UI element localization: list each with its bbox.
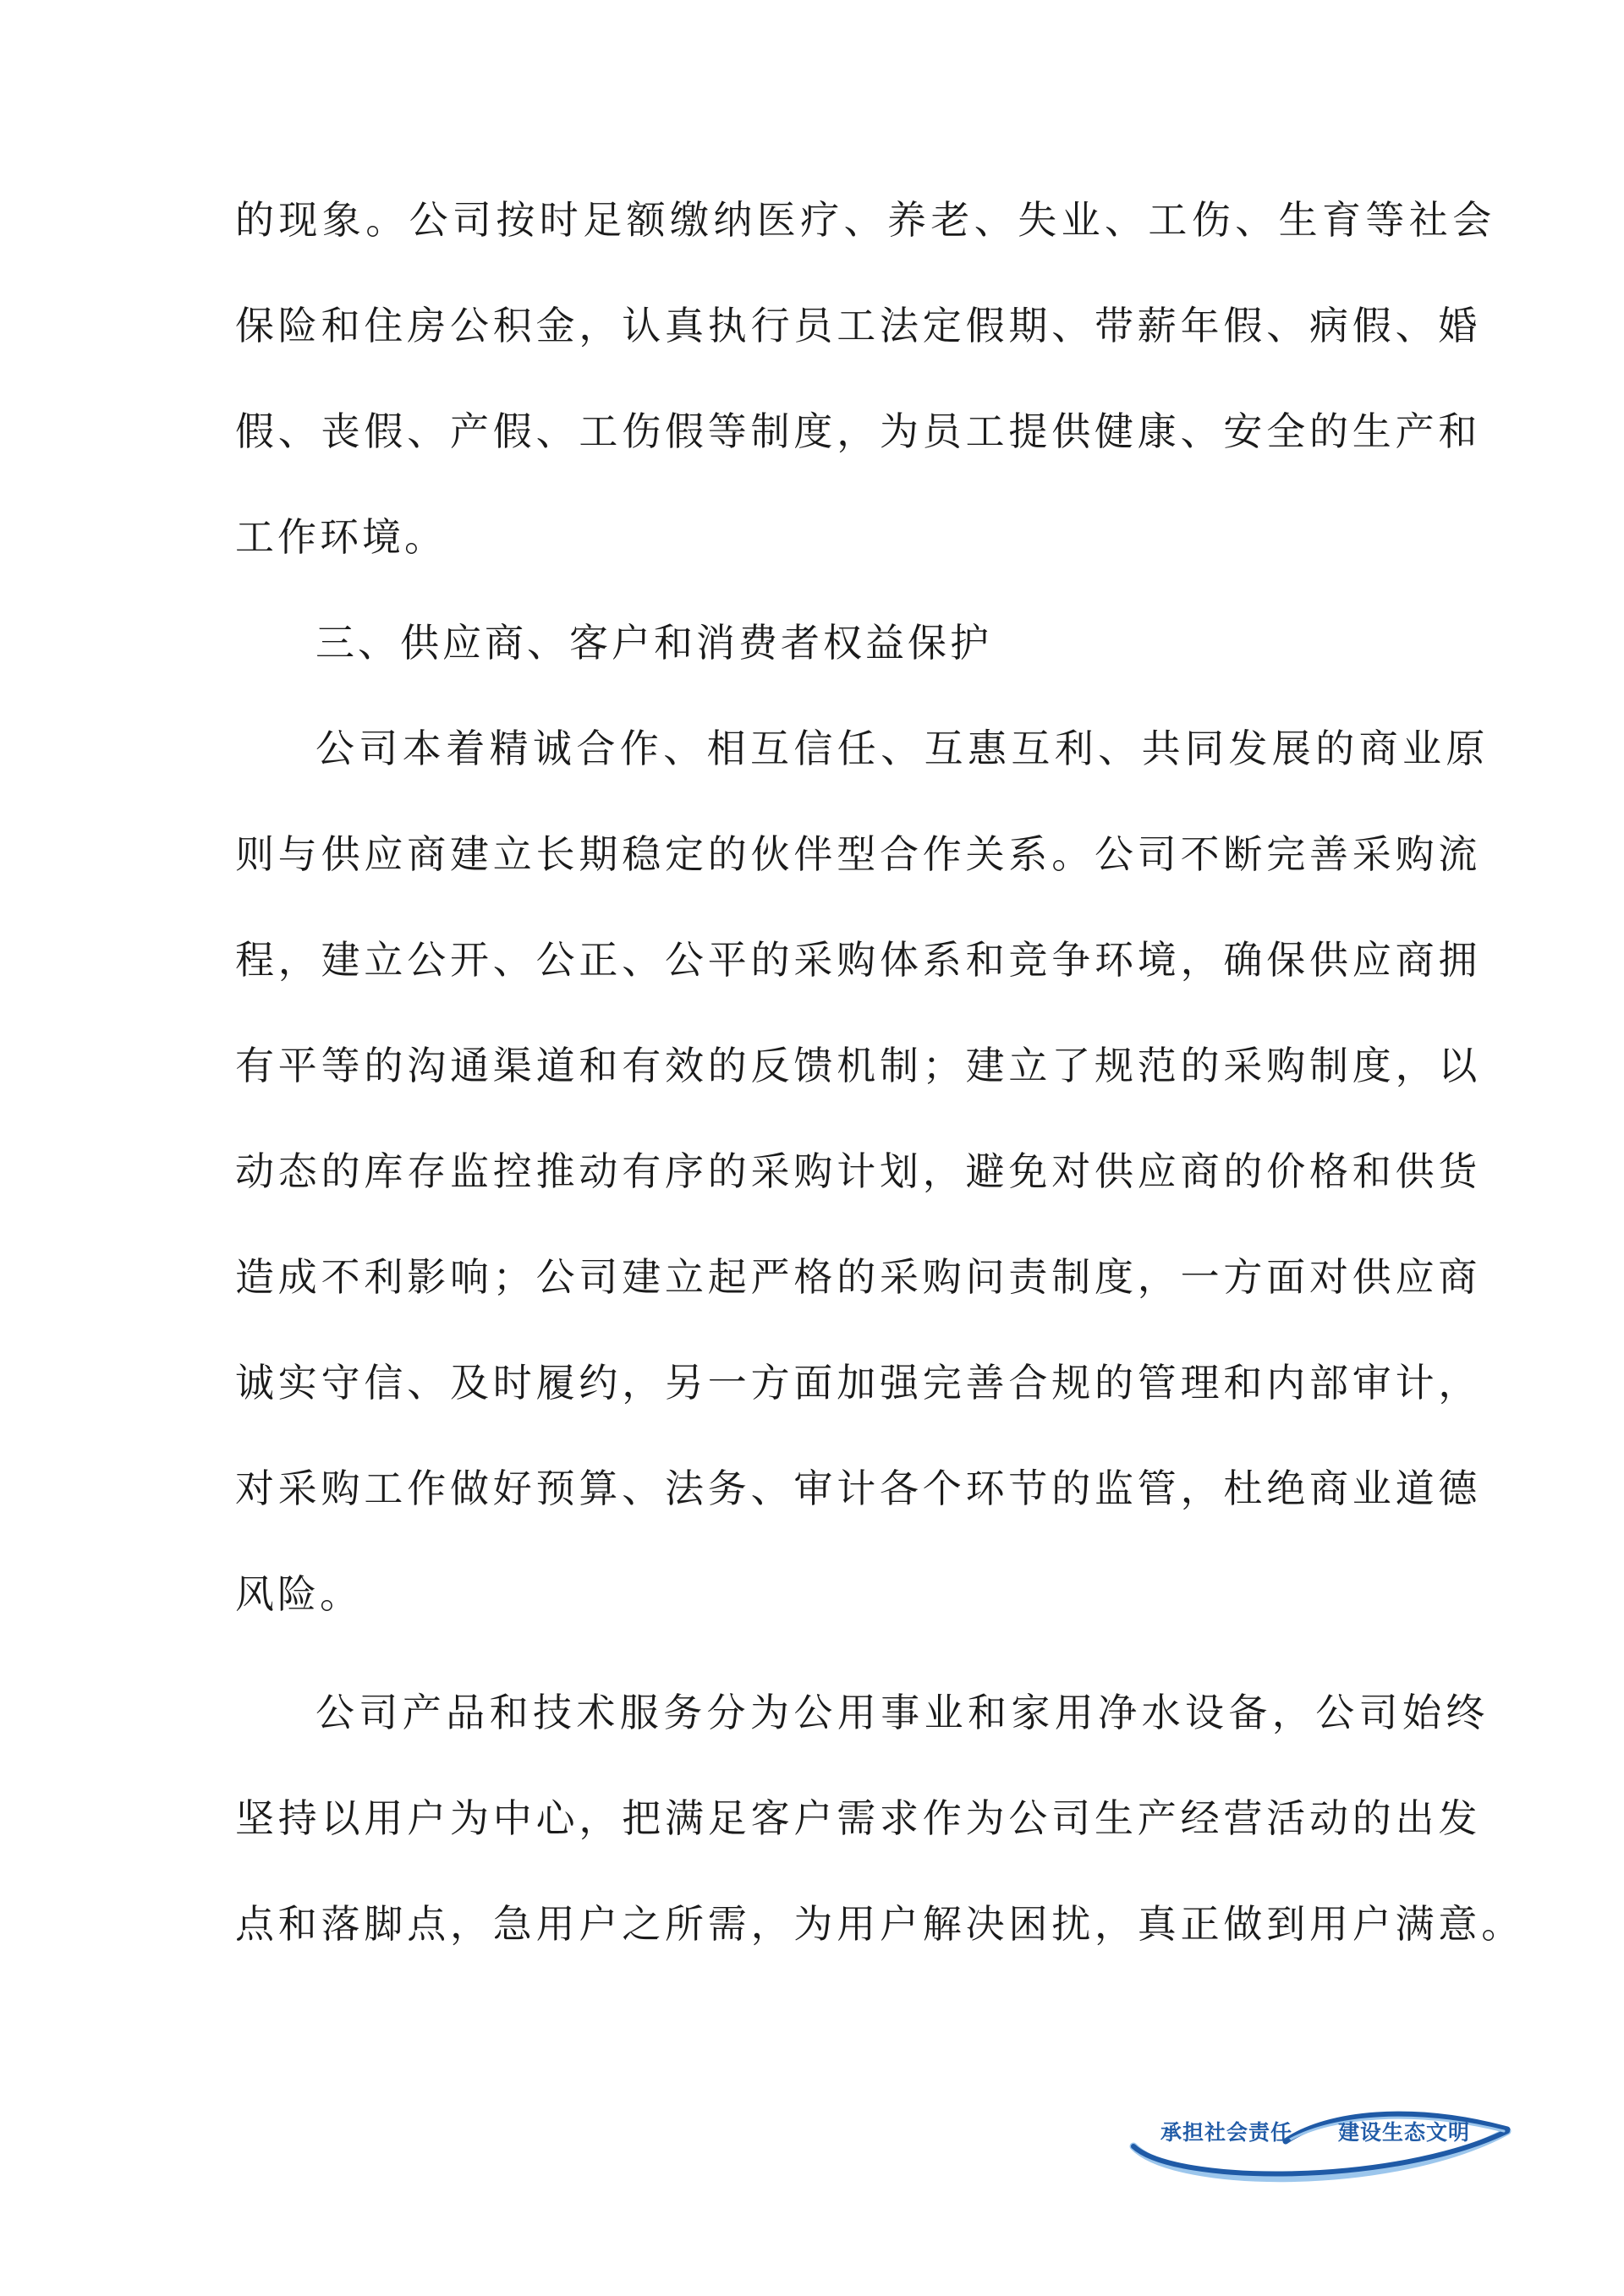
paragraph-line: [0, 1784, 1624, 1852]
text-line: 公司产品和技术服务分为公用事业和家用净水设备，公司始终: [315, 1690, 1490, 1735]
text-line: 坚持以用户为中心，把满足客户需求作为公司生产经营活动的出发: [235, 1795, 1482, 1841]
text-line: 动态的库存监控推动有序的采购计划，避免对供应商的价格和供货: [235, 1148, 1482, 1194]
paragraph-line: [0, 397, 1624, 465]
text-line: 则与供应商建立长期稳定的伙伴型合作关系。公司不断完善采购流: [235, 831, 1482, 877]
paragraph-line: [0, 1032, 1624, 1099]
paragraph-line: [0, 1890, 1624, 1958]
paragraph-line: [0, 926, 1624, 994]
section-heading-text: 三、供应商、客户和消费者权益保护: [315, 620, 992, 666]
paragraph-line: [0, 503, 1624, 571]
text-line: 保险和住房公积金，认真执行员工法定假期、带薪年假、病假、婚: [235, 303, 1482, 348]
text-line: 工作环境。: [235, 514, 447, 560]
text-line: 造成不利影响；公司建立起严格的采购问责制度，一方面对供应商: [235, 1254, 1482, 1300]
slogan-left: 承担社会责任: [1160, 2120, 1293, 2145]
paragraph-line: [0, 1679, 1624, 1746]
paragraph-line: [0, 715, 1624, 782]
text-line: 对采购工作做好预算、法务、审计各个环节的监管，杜绝商业道德: [235, 1466, 1482, 1511]
text-line: 假、丧假、产假、工伤假等制度，为员工提供健康、安全的生产和: [235, 408, 1482, 454]
paragraph-line: [0, 1455, 1624, 1522]
footer-slogan-logo: [1116, 2097, 1522, 2199]
swoosh-icon: [1116, 2097, 1522, 2199]
text-line: 点和落脚点，急用户之所需，为用户解决困扰，真正做到用户满意。: [235, 1901, 1524, 1947]
text-line: 诚实守信、及时履约，另一方面加强完善合规的管理和内部审计，: [235, 1360, 1482, 1406]
text-line: 程，建立公开、公正、公平的采购体系和竞争环境，确保供应商拥: [235, 937, 1482, 983]
paragraph-line: [0, 292, 1624, 359]
text-line: 有平等的沟通渠道和有效的反馈机制；建立了规范的采购制度，以: [235, 1043, 1482, 1088]
paragraph-line: [0, 820, 1624, 888]
text-line: 公司本着精诚合作、相互信任、互惠互利、共同发展的商业原: [315, 726, 1490, 771]
text-line: 风险。: [235, 1571, 362, 1617]
paragraph-line: [0, 1137, 1624, 1205]
text-line: 的现象。公司按时足额缴纳医疗、养老、失业、工伤、生育等社会: [235, 197, 1496, 243]
paragraph-line: [0, 186, 1624, 254]
slogan-right: 建设生态文明: [1338, 2120, 1471, 2145]
section-heading: [0, 609, 1624, 677]
paragraph-line: [0, 1243, 1624, 1311]
paragraph-line: [0, 1349, 1624, 1417]
paragraph-line: [0, 1560, 1624, 1628]
